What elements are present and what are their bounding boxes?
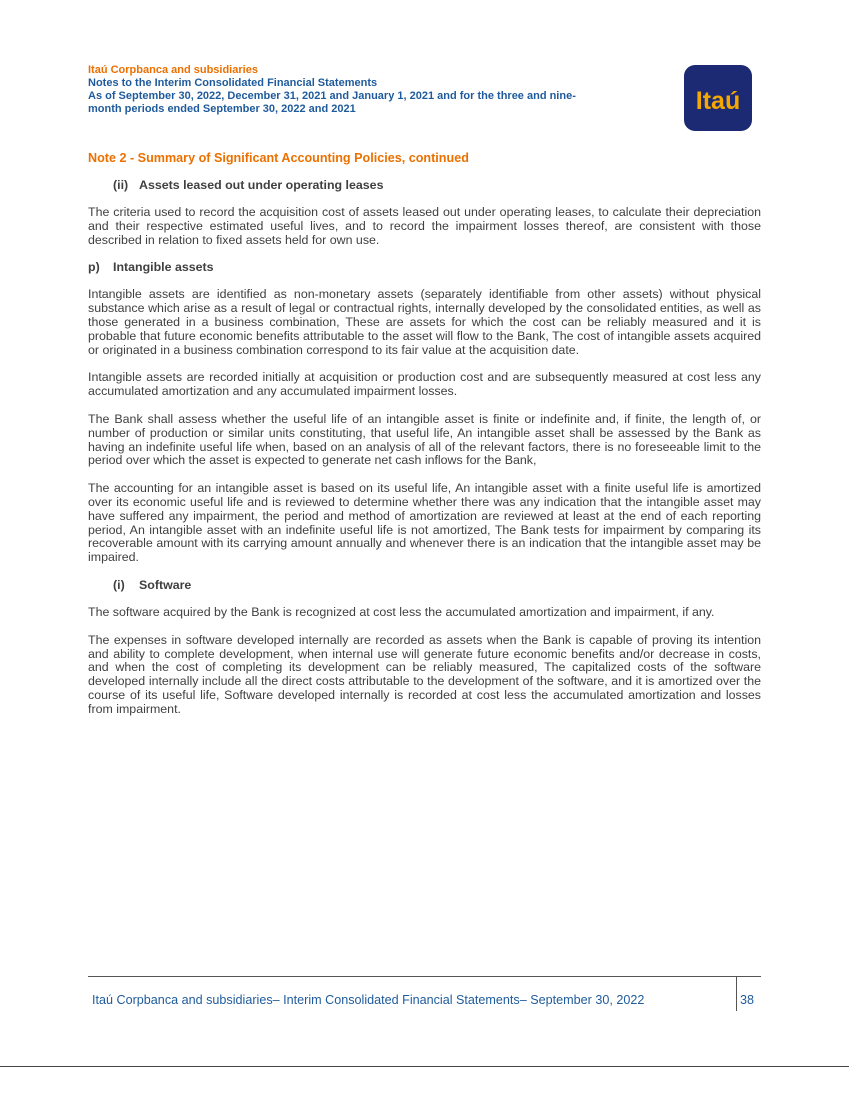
paragraph: The Bank shall assess whether the useful life of an intangible asset is finite or indefinite and, if finite, the length of, or number of production or similar units constituting, that useful life, An intangible asset shall be assessed by the Bank as having an indefinite useful life when, based on an analysis of all of the relevant factors, there is no foreseeable limit to the period over which the asset is expected to generate net cash inflows for the Bank, (88, 411, 761, 468)
section-heading-software (88, 578, 761, 593)
page-number: 38 (740, 993, 755, 1007)
section-label: (ii) (113, 178, 129, 192)
page-content (88, 149, 761, 717)
paragraph: The software acquired by the Bank is recognized at cost less the accumulated amortization and impairment, if any. (88, 604, 715, 619)
section-heading-leased-assets (88, 178, 761, 193)
paragraph: Intangible assets are recorded initially at acquisition or production cost and are subsequently measured at cost less any accumulated amortization and any accumulated impairment losses. (88, 370, 761, 399)
header-period-line-1: As of September 30, 2022, December 31, 2021 and January 1, 2021 and for the three and nine- (88, 90, 576, 102)
itau-logo-text: Itaú (695, 87, 741, 115)
header-company: Itaú Corpbanca and subsidiaries (88, 64, 258, 76)
paragraph: Intangible assets are identified as non-monetary assets (separately identifiable from other assets) without physical substance which arise as a result of legal or contractual rights, internally developed by the consolidated entities, as well as those generated in a business combination, These are assets for which the cost can be reliably measured and it is probable that future economic benefits attributable to the asset will flow to the Bank, The cost of intangible assets acquired or originated in a business combination correspond to its fair value at the acquisition date. (88, 287, 761, 357)
section-title: Intangible assets (113, 260, 214, 275)
header-subtitle: Notes to the Interim Consolidated Financial Statements (88, 77, 378, 89)
document-header (88, 64, 648, 116)
header-period-line-2: month periods ended September 30, 2022 and 2021 (88, 103, 356, 115)
page-bottom-rule (0, 1066, 849, 1067)
section-title: Software (139, 577, 192, 592)
section-heading-intangible-assets (88, 260, 761, 275)
footer-rule (88, 976, 761, 977)
paragraph: The criteria used to record the acquisition cost of assets leased out under operating leases, to calculate their depreciation and their respective estimated useful lives, and to record the impairment losses thereof, are consistent with those described in relation to fixed assets held for own use. (88, 205, 761, 247)
note-title: Note 2 - Summary of Significant Accounting Policies, continued (88, 151, 469, 165)
itau-logo (684, 65, 752, 131)
section-title: Assets leased out under operating leases (139, 178, 384, 192)
footer-text: Itaú Corpbanca and subsidiaries– Interim Consolidated Financial Statements– September 30, 2022 (92, 993, 645, 1007)
itau-logo-mark (684, 65, 752, 131)
paragraph: The expenses in software developed internally are recorded as assets when the Bank is capable of proving its intention and ability to complete development, when internal use will generate future economic benefits and/or decrease in costs, and when the cost of completing its development can be reliably measured, The capitalized costs of the software developed internally include all the direct costs attributable to the development of the software, and it is amortized over the course of its useful life, Software developed internally is recorded at cost less the accumulated amortization and losses from impairment. (88, 632, 761, 716)
paragraph: The accounting for an intangible asset is based on its useful life, An intangible asset with a finite useful life is amortized over its economic useful life and is reviewed to determine whether there was any indication that the intangible asset may have suffered any impairment, the period and method of amortization are reviewed at least at the end of each reporting period, An intangible asset with an indefinite useful life is not amortized, The Bank tests for impairment by comparing its recoverable amount with its carrying amount annually and whenever there is an indication that the intangible asset may be impaired. (88, 481, 761, 565)
section-label: p) (88, 260, 100, 275)
section-label: (i) (113, 577, 125, 592)
footer-divider (736, 977, 737, 1011)
